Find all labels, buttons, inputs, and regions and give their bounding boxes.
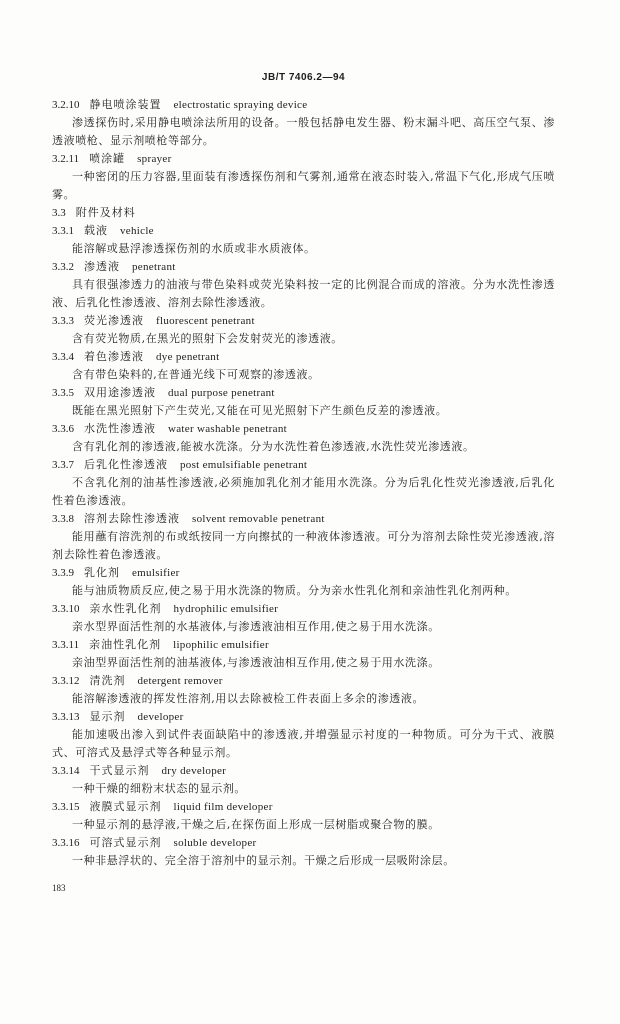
term-definition: 能用蘸有溶洗剂的布或纸按同一方向擦拭的一种液体渗透液。可分为溶剂去除性荧光渗透液,溶剂去除性着色渗透液。 bbox=[52, 530, 555, 561]
term-chinese: 渗透液 bbox=[84, 260, 120, 273]
term-entry-3-3-9 bbox=[52, 564, 555, 600]
standard-code-header: JB/T 7406.2—94 bbox=[261, 72, 346, 83]
term-heading bbox=[52, 420, 555, 438]
term-english: electrostatic spraying device bbox=[173, 99, 308, 111]
term-definition: 一种非悬浮状的、完全溶于溶剂中的显示剂。干燥之后形成一层吸附涂层。 bbox=[72, 854, 455, 867]
term-chinese: 水洗性渗透液 bbox=[84, 422, 156, 435]
term-number: 3.3.7 bbox=[52, 459, 74, 471]
term-heading bbox=[52, 636, 555, 654]
term-english: emulsifier bbox=[132, 567, 180, 579]
term-english: dye penetrant bbox=[156, 351, 220, 363]
term-definition: 渗透探伤时,采用静电喷涂法所用的设备。一般包括静电发生器、粉末漏斗吧、高压空气泵、渗透液喷枪、显示剂喷枪等部分。 bbox=[52, 116, 555, 147]
term-number: 3.3.2 bbox=[52, 261, 74, 273]
term-heading bbox=[52, 708, 555, 726]
term-heading bbox=[52, 384, 555, 402]
term-heading bbox=[52, 834, 555, 852]
term-number: 3.3.9 bbox=[52, 567, 74, 579]
term-english: post emulsifiable penetrant bbox=[180, 459, 308, 471]
term-definition: 一种密闭的压力容器,里面装有渗透探伤剂和气雾剂,通常在液态时装入,常温下气化,形成气压喷雾。 bbox=[52, 170, 555, 201]
term-number: 3.2.11 bbox=[52, 153, 80, 165]
term-entry-3-3-3 bbox=[52, 312, 555, 348]
term-number: 3.3.15 bbox=[52, 801, 80, 813]
term-definition: 能与油质物质反应,使之易于用水洗涤的物质。分为亲水性乳化剂和亲油性乳化剂两种。 bbox=[72, 584, 517, 597]
page-number: 183 bbox=[52, 883, 66, 893]
term-chinese: 着色渗透液 bbox=[84, 350, 144, 363]
term-heading bbox=[52, 222, 555, 240]
term-number: 3.3.16 bbox=[52, 837, 80, 849]
term-number: 3.3.13 bbox=[52, 711, 80, 723]
term-english: vehicle bbox=[120, 225, 154, 237]
term-chinese: 溶剂去除性渗透液 bbox=[84, 512, 180, 525]
term-heading bbox=[52, 456, 555, 474]
term-definition: 含有乳化剂的渗透液,能被水洗涤。分为水洗性着色渗透液,水洗性荧光渗透液。 bbox=[72, 440, 475, 453]
term-chinese: 干式显示剂 bbox=[89, 764, 150, 777]
term-heading bbox=[52, 798, 555, 816]
term-number: 3.3.10 bbox=[52, 603, 80, 615]
term-entry-3-3-5 bbox=[52, 384, 555, 420]
term-definition: 既能在黑光照射下产生荧光,又能在可见光照射下产生颜色反差的渗透液。 bbox=[72, 404, 448, 417]
term-definition: 不含乳化剂的油基性渗透液,必须施加乳化剂才能用水洗涤。分为后乳化性荧光渗透液,后乳化性着色渗透液。 bbox=[52, 476, 555, 507]
term-number: 3.3.4 bbox=[52, 351, 74, 363]
term-definition: 一种显示剂的悬浮液,干燥之后,在探伤面上形成一层树脂或聚合物的膜。 bbox=[72, 818, 440, 831]
section-title: 附件及材料 bbox=[75, 206, 136, 219]
term-heading bbox=[52, 150, 555, 168]
term-english: lipophilic emulsifier bbox=[173, 639, 269, 651]
term-heading bbox=[52, 672, 555, 690]
term-entry-3-3-4 bbox=[52, 348, 555, 384]
term-heading bbox=[52, 600, 555, 618]
term-heading bbox=[52, 348, 555, 366]
term-chinese: 后乳化性渗透液 bbox=[84, 458, 168, 471]
term-chinese: 液膜式显示剂 bbox=[89, 800, 162, 813]
term-number: 3.3.8 bbox=[52, 513, 74, 525]
term-english: sprayer bbox=[137, 153, 172, 165]
term-definition: 一种干燥的细粉末状态的显示剂。 bbox=[72, 782, 246, 795]
term-entry-3-2-10 bbox=[52, 96, 555, 150]
term-entry-3-3-6 bbox=[52, 420, 555, 456]
term-chinese: 亲水性乳化剂 bbox=[89, 602, 162, 615]
term-heading bbox=[52, 762, 555, 780]
term-english: detergent remover bbox=[137, 675, 223, 687]
term-heading bbox=[52, 258, 555, 276]
term-entry-3-3-1 bbox=[52, 222, 555, 258]
term-number: 3.3.6 bbox=[52, 423, 74, 435]
term-entry-3-3-8 bbox=[52, 510, 555, 564]
term-entry-3-3-7 bbox=[52, 456, 555, 510]
document-body bbox=[52, 96, 555, 870]
term-definition: 含有荧光物质,在黑光的照射下会发射荧光的渗透液。 bbox=[72, 332, 343, 345]
term-english: penetrant bbox=[132, 261, 176, 273]
term-number: 3.3.14 bbox=[52, 765, 80, 777]
term-definition: 能溶解或悬浮渗透探伤剂的水质或非水质液体。 bbox=[72, 242, 316, 255]
term-english: dual purpose penetrant bbox=[168, 387, 275, 399]
term-chinese: 清洗剂 bbox=[89, 674, 126, 687]
term-chinese: 乳化剂 bbox=[84, 566, 120, 579]
term-number: 3.3.12 bbox=[52, 675, 80, 687]
section-number: 3.3 bbox=[52, 207, 66, 219]
term-number: 3.3.3 bbox=[52, 315, 74, 327]
term-entry-3-3-2 bbox=[52, 258, 555, 312]
term-chinese: 喷涂罐 bbox=[89, 152, 126, 165]
term-definition: 能加速吸出渗入到试件表面缺陷中的渗透液,并增强显示衬度的一种物质。可分为干式、液膜式、可溶式及悬浮式等各种显示剂。 bbox=[52, 728, 555, 759]
term-entry-3-2-11 bbox=[52, 150, 555, 204]
term-chinese: 显示剂 bbox=[89, 710, 126, 723]
term-definition: 能溶解渗透液的挥发性溶剂,用以去除被检工件表面上多余的渗透液。 bbox=[72, 692, 425, 705]
term-entry-3-3-14 bbox=[52, 762, 555, 798]
term-heading bbox=[52, 96, 555, 114]
term-chinese: 载液 bbox=[84, 224, 108, 237]
section-heading-3-3 bbox=[52, 204, 555, 222]
term-definition: 亲油型界面活性剂的油基液体,与渗透液油相互作用,使之易于用水洗涤。 bbox=[72, 656, 440, 669]
term-chinese: 荧光渗透液 bbox=[84, 314, 144, 327]
term-number: 3.3.5 bbox=[52, 387, 74, 399]
term-entry-3-3-12 bbox=[52, 672, 555, 708]
term-chinese: 双用途渗透液 bbox=[84, 386, 156, 399]
term-english: water washable penetrant bbox=[168, 423, 287, 435]
term-heading bbox=[52, 312, 555, 330]
term-number: 3.2.10 bbox=[52, 99, 80, 111]
term-entry-3-3-10 bbox=[52, 600, 555, 636]
term-definition: 含有带色染料的,在普通光线下可观察的渗透液。 bbox=[72, 368, 320, 381]
term-chinese: 静电喷涂装置 bbox=[89, 98, 162, 111]
term-english: hydrophilic emulsifier bbox=[173, 603, 279, 615]
term-english: developer bbox=[137, 711, 184, 723]
term-english: liquid film developer bbox=[173, 801, 273, 813]
term-chinese: 可溶式显示剂 bbox=[89, 836, 162, 849]
term-chinese: 亲油性乳化剂 bbox=[89, 638, 162, 651]
term-english: solvent removable penetrant bbox=[192, 513, 325, 525]
term-entry-3-3-11 bbox=[52, 636, 555, 672]
term-entry-3-3-16 bbox=[52, 834, 555, 870]
term-entry-3-3-15 bbox=[52, 798, 555, 834]
term-english: dry developer bbox=[161, 765, 227, 777]
term-definition: 亲水型界面活性剂的水基液体,与渗透液油相互作用,使之易于用水洗涤。 bbox=[72, 620, 440, 633]
term-heading bbox=[52, 510, 555, 528]
term-entry-3-3-13 bbox=[52, 708, 555, 762]
term-number: 3.3.1 bbox=[52, 225, 74, 237]
term-definition: 具有很强渗透力的油液与带色染料或荧光染料按一定的比例混合而成的溶液。分为水洗性渗透液、后乳化性渗透液、溶剂去除性渗透液。 bbox=[52, 278, 555, 309]
term-number: 3.3.11 bbox=[52, 639, 80, 651]
term-english: soluble developer bbox=[173, 837, 257, 849]
term-heading bbox=[52, 564, 555, 582]
term-english: fluorescent penetrant bbox=[156, 315, 255, 327]
